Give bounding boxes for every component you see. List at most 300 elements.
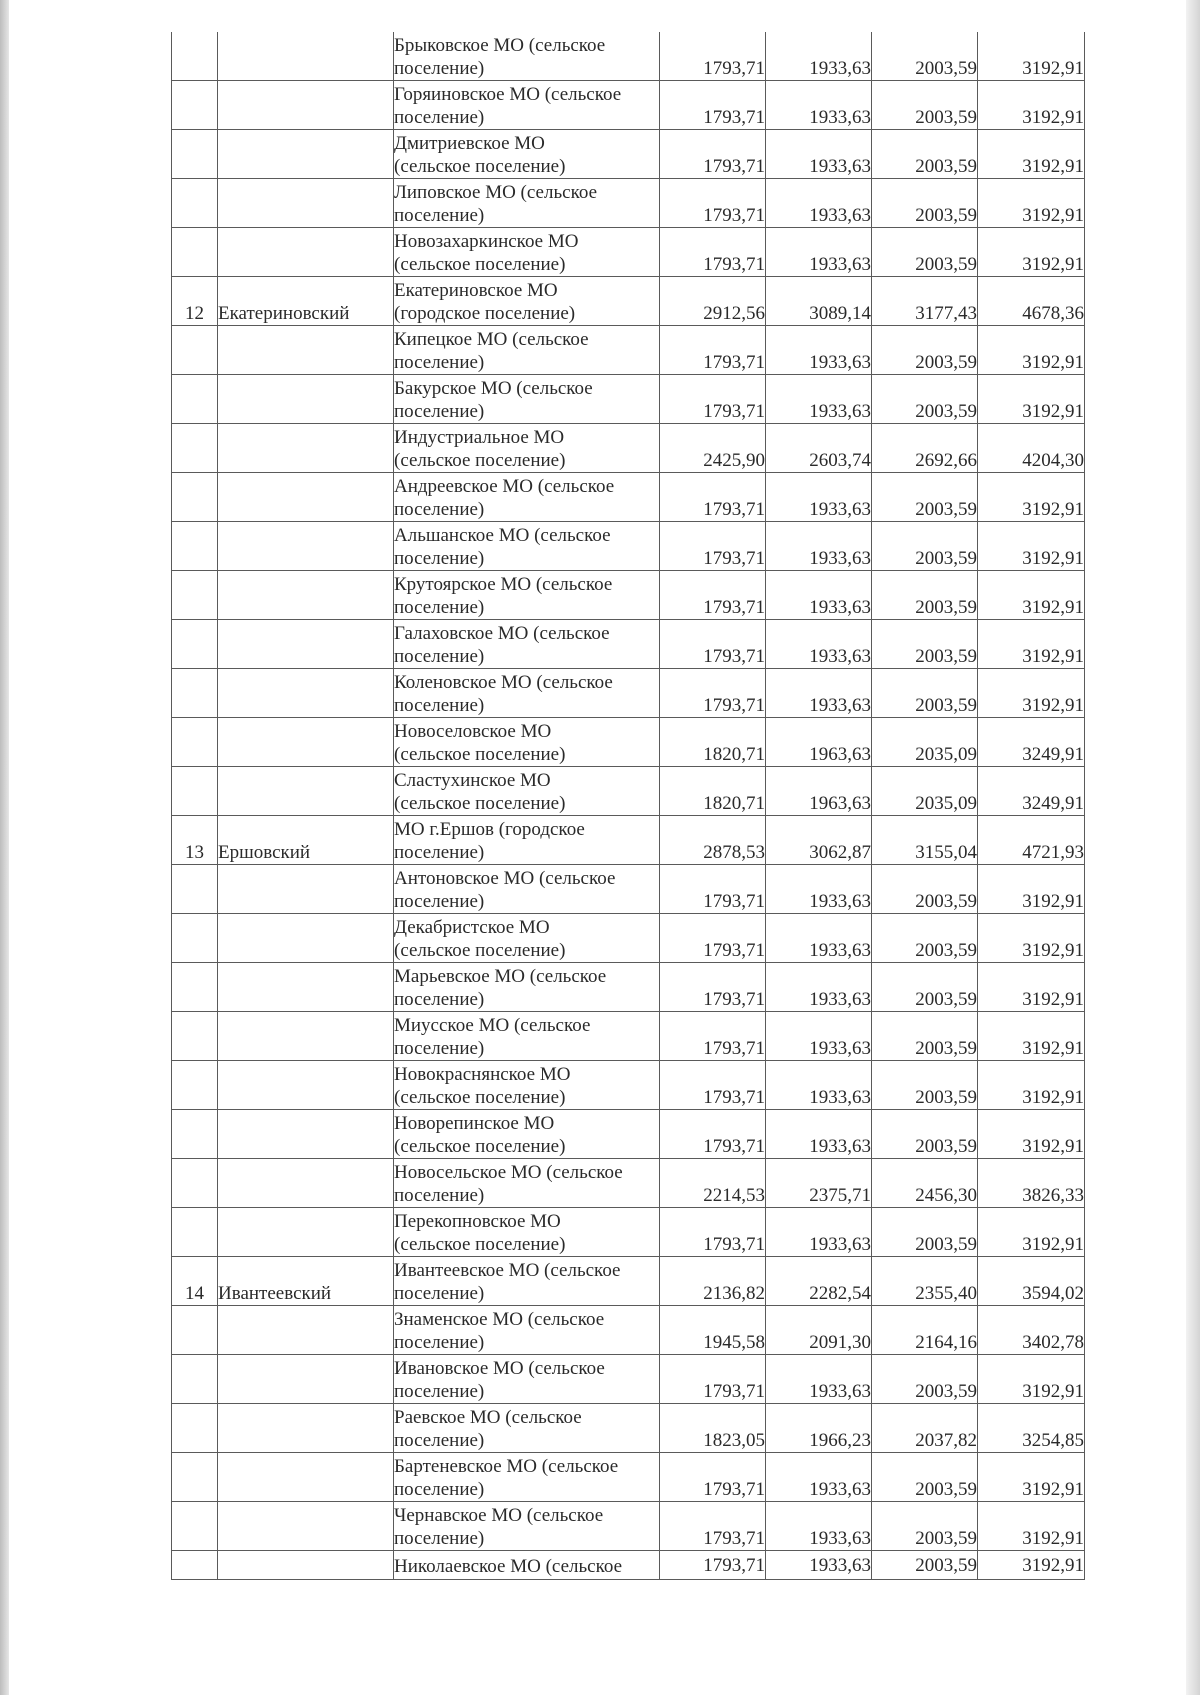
municipality-name-line-2: (сельское поселение) (394, 793, 566, 814)
district-cell (218, 1306, 394, 1355)
value-cell-2: 1933,63 (766, 1551, 872, 1580)
row-number-cell: 13 (172, 816, 218, 865)
municipality-cell (394, 1012, 660, 1061)
value-cell-3: 2003,59 (872, 32, 978, 81)
district-cell (218, 130, 394, 179)
value-cell-3: 2003,59 (872, 179, 978, 228)
district-cell (218, 963, 394, 1012)
municipality-cell (394, 1257, 660, 1306)
municipality-name-line-2: поселение) (394, 1430, 485, 1451)
value-cell-2: 1933,63 (766, 375, 872, 424)
municipality-name-line-2: поселение) (394, 1038, 485, 1059)
municipality-name-line-1: Дмитриевское МО (394, 133, 545, 154)
municipality-name-line-2: (сельское поселение) (394, 744, 566, 765)
municipality-cell (394, 473, 660, 522)
value-cell-2: 2091,30 (766, 1306, 872, 1355)
district-cell (218, 1061, 394, 1110)
value-cell-3: 2003,59 (872, 81, 978, 130)
municipality-name-line-1: Бакурское МО (сельское (394, 378, 593, 399)
row-number-cell (172, 620, 218, 669)
table-row (172, 1110, 1085, 1159)
value-cell-1: 2214,53 (660, 1159, 766, 1208)
municipality-name-line-1: Андреевское МО (сельское (394, 476, 615, 497)
value-cell-2: 1933,63 (766, 81, 872, 130)
row-number-cell (172, 473, 218, 522)
value-cell-3: 2003,59 (872, 1110, 978, 1159)
municipality-name-line-1: Индустриальное МО (394, 427, 565, 448)
scan-edge-left (0, 0, 9, 1695)
value-cell-2: 1933,63 (766, 32, 872, 81)
municipality-name-line-1: Крутоярское МО (сельское (394, 574, 613, 595)
district-cell: Ивантеевский (218, 1257, 394, 1306)
value-cell-3: 2456,30 (872, 1159, 978, 1208)
value-cell-1: 1793,71 (660, 571, 766, 620)
table-row (172, 865, 1085, 914)
value-cell-3: 2003,59 (872, 1502, 978, 1551)
district-cell (218, 424, 394, 473)
row-number-cell (172, 963, 218, 1012)
municipality-name-line-2: поселение) (394, 597, 485, 618)
value-cell-2: 1933,63 (766, 571, 872, 620)
district-cell (218, 1404, 394, 1453)
value-cell-4: 3192,91 (978, 1012, 1085, 1061)
row-number-cell (172, 1208, 218, 1257)
value-cell-3: 3177,43 (872, 277, 978, 326)
municipality-name-line-1: Николаевское МО (сельское (394, 1555, 623, 1577)
row-number-cell (172, 1159, 218, 1208)
municipality-name-line-2: поселение) (394, 1479, 485, 1500)
municipality-name-line-1: Новокраснянское МО (394, 1064, 571, 1085)
municipality-cell (394, 424, 660, 473)
row-number-cell (172, 375, 218, 424)
value-cell-1: 1793,71 (660, 179, 766, 228)
rates-table-body (172, 32, 1085, 1580)
municipality-cell (394, 375, 660, 424)
municipality-name-line-2: (сельское поселение) (394, 450, 566, 471)
municipality-name-line-1: Марьевское МО (сельское (394, 966, 607, 987)
row-number-cell: 14 (172, 1257, 218, 1306)
value-cell-4: 3192,91 (978, 620, 1085, 669)
municipality-name-line-1: Брыковское МО (сельское (394, 35, 606, 56)
value-cell-1: 1823,05 (660, 1404, 766, 1453)
municipality-name-line-2: поселение) (394, 1283, 485, 1304)
value-cell-4: 3192,91 (978, 179, 1085, 228)
municipality-cell (394, 816, 660, 865)
district-cell (218, 1012, 394, 1061)
value-cell-2: 1933,63 (766, 522, 872, 571)
table-row (172, 718, 1085, 767)
value-cell-2: 2282,54 (766, 1257, 872, 1306)
value-cell-2: 2375,71 (766, 1159, 872, 1208)
municipality-name-line-2: поселение) (394, 891, 485, 912)
value-cell-4: 3254,85 (978, 1404, 1085, 1453)
value-cell-2: 1933,63 (766, 963, 872, 1012)
value-cell-1: 1793,71 (660, 1110, 766, 1159)
municipality-name-line-2: (сельское поселение) (394, 1234, 566, 1255)
municipality-name-line-2: поселение) (394, 695, 485, 716)
municipality-name-line-2: поселение) (394, 548, 485, 569)
rates-table (171, 32, 1085, 1580)
row-number-cell (172, 1404, 218, 1453)
district-cell: Ершовский (218, 816, 394, 865)
municipality-name-line-2: поселение) (394, 401, 485, 422)
municipality-cell (394, 571, 660, 620)
municipality-name-line-1: Ивановское МО (сельское (394, 1358, 605, 1379)
municipality-name-line-1: Бартеневское МО (сельское (394, 1456, 619, 1477)
value-cell-3: 2003,59 (872, 1453, 978, 1502)
municipality-cell (394, 1061, 660, 1110)
municipality-name-line-2: (городское поселение) (394, 303, 576, 324)
value-cell-1: 1793,71 (660, 1551, 766, 1580)
value-cell-1: 2912,56 (660, 277, 766, 326)
value-cell-4: 3826,33 (978, 1159, 1085, 1208)
district-cell (218, 1453, 394, 1502)
district-cell (218, 914, 394, 963)
table-row (172, 1208, 1085, 1257)
municipality-name-line-2: (сельское поселение) (394, 254, 566, 275)
row-number-cell (172, 179, 218, 228)
value-cell-4: 3192,91 (978, 1355, 1085, 1404)
value-cell-3: 2003,59 (872, 326, 978, 375)
table-row (172, 179, 1085, 228)
value-cell-1: 1793,71 (660, 914, 766, 963)
value-cell-3: 2003,59 (872, 571, 978, 620)
district-cell (218, 1159, 394, 1208)
value-cell-1: 1793,71 (660, 865, 766, 914)
value-cell-4: 3192,91 (978, 1502, 1085, 1551)
district-cell (218, 1502, 394, 1551)
district-cell (218, 228, 394, 277)
municipality-name-line-2: поселение) (394, 107, 485, 128)
value-cell-2: 1933,63 (766, 669, 872, 718)
value-cell-3: 2003,59 (872, 473, 978, 522)
row-number-cell (172, 1110, 218, 1159)
municipality-cell (394, 326, 660, 375)
district-cell (218, 865, 394, 914)
municipality-cell (394, 767, 660, 816)
value-cell-3: 2003,59 (872, 1012, 978, 1061)
value-cell-2: 1933,63 (766, 1110, 872, 1159)
value-cell-4: 3249,91 (978, 718, 1085, 767)
table-row (172, 1502, 1085, 1551)
district-cell (218, 522, 394, 571)
municipality-cell (394, 32, 660, 81)
value-cell-1: 1793,71 (660, 963, 766, 1012)
municipality-name-line-1: Раевское МО (сельское (394, 1407, 582, 1428)
row-number-cell (172, 669, 218, 718)
value-cell-1: 1793,71 (660, 1355, 766, 1404)
value-cell-4: 3192,91 (978, 1110, 1085, 1159)
row-number-cell (172, 718, 218, 767)
table-row (172, 1453, 1085, 1502)
district-cell (218, 571, 394, 620)
municipality-cell (394, 620, 660, 669)
value-cell-1: 1820,71 (660, 767, 766, 816)
municipality-cell (394, 522, 660, 571)
value-cell-3: 2003,59 (872, 620, 978, 669)
municipality-cell (394, 277, 660, 326)
value-cell-4: 3192,91 (978, 130, 1085, 179)
municipality-name-line-1: Новосельское МО (сельское (394, 1162, 623, 1183)
municipality-cell (394, 865, 660, 914)
municipality-name-line-2: (сельское поселение) (394, 1087, 566, 1108)
municipality-name-line-2: поселение) (394, 842, 485, 863)
table-row (172, 522, 1085, 571)
value-cell-1: 1793,71 (660, 1012, 766, 1061)
table-row (172, 277, 1085, 326)
value-cell-4: 3192,91 (978, 1453, 1085, 1502)
municipality-name-line-2: (сельское поселение) (394, 1136, 566, 1157)
row-number-cell (172, 1012, 218, 1061)
table-row (172, 326, 1085, 375)
value-cell-4: 3192,91 (978, 81, 1085, 130)
value-cell-1: 1793,71 (660, 326, 766, 375)
row-number-cell (172, 81, 218, 130)
table-row (172, 1012, 1085, 1061)
value-cell-3: 2035,09 (872, 767, 978, 816)
value-cell-1: 2878,53 (660, 816, 766, 865)
municipality-name-line-2: поселение) (394, 1185, 485, 1206)
municipality-cell (394, 179, 660, 228)
row-number-cell (172, 1061, 218, 1110)
district-cell (218, 81, 394, 130)
municipality-name-line-2: поселение) (394, 352, 485, 373)
table-row (172, 816, 1085, 865)
district-cell (218, 767, 394, 816)
value-cell-2: 1963,63 (766, 718, 872, 767)
value-cell-2: 3062,87 (766, 816, 872, 865)
value-cell-2: 1933,63 (766, 914, 872, 963)
municipality-name-line-1: Галаховское МО (сельское (394, 623, 610, 644)
value-cell-2: 1933,63 (766, 1453, 872, 1502)
value-cell-4: 3594,02 (978, 1257, 1085, 1306)
value-cell-3: 2003,59 (872, 375, 978, 424)
row-number-cell (172, 32, 218, 81)
value-cell-4: 3192,91 (978, 375, 1085, 424)
row-number-cell (172, 1355, 218, 1404)
municipality-cell (394, 1306, 660, 1355)
row-number-cell (172, 1453, 218, 1502)
value-cell-4: 3192,91 (978, 914, 1085, 963)
district-cell (218, 620, 394, 669)
municipality-name-line-2: поселение) (394, 646, 485, 667)
value-cell-4: 4678,36 (978, 277, 1085, 326)
value-cell-4: 3192,91 (978, 669, 1085, 718)
table-row (172, 767, 1085, 816)
table-row (172, 1404, 1085, 1453)
district-cell (218, 375, 394, 424)
district-cell (218, 1355, 394, 1404)
municipality-name-line-1: Новорепинское МО (394, 1113, 555, 1134)
row-number-cell (172, 767, 218, 816)
municipality-cell (394, 1355, 660, 1404)
municipality-name-line-1: Альшанское МО (сельское (394, 525, 611, 546)
row-number-cell (172, 522, 218, 571)
municipality-cell (394, 718, 660, 767)
value-cell-2: 1933,63 (766, 620, 872, 669)
value-cell-1: 1820,71 (660, 718, 766, 767)
value-cell-1: 1793,71 (660, 669, 766, 718)
value-cell-2: 1966,23 (766, 1404, 872, 1453)
table-row-partial (172, 1551, 1085, 1580)
value-cell-2: 1933,63 (766, 1012, 872, 1061)
value-cell-4: 3192,91 (978, 522, 1085, 571)
value-cell-4: 3192,91 (978, 1551, 1085, 1580)
municipality-cell (394, 1453, 660, 1502)
table-row (172, 620, 1085, 669)
municipality-cell (394, 1208, 660, 1257)
table-row (172, 1306, 1085, 1355)
municipality-cell (394, 1404, 660, 1453)
municipality-cell (394, 81, 660, 130)
district-cell (218, 718, 394, 767)
table-row (172, 424, 1085, 473)
value-cell-4: 3192,91 (978, 32, 1085, 81)
value-cell-3: 2003,59 (872, 130, 978, 179)
municipality-name-line-1: Липовское МО (сельское (394, 182, 597, 203)
row-number-cell (172, 914, 218, 963)
municipality-cell (394, 228, 660, 277)
district-cell (218, 473, 394, 522)
municipality-cell (394, 1110, 660, 1159)
value-cell-3: 2003,59 (872, 963, 978, 1012)
municipality-name-line-1: Миусское МО (сельское (394, 1015, 591, 1036)
value-cell-1: 2425,90 (660, 424, 766, 473)
value-cell-3: 2035,09 (872, 718, 978, 767)
value-cell-4: 3192,91 (978, 228, 1085, 277)
row-number-cell (172, 1306, 218, 1355)
value-cell-3: 2164,16 (872, 1306, 978, 1355)
district-cell (218, 179, 394, 228)
value-cell-3: 2355,40 (872, 1257, 978, 1306)
value-cell-4: 3249,91 (978, 767, 1085, 816)
value-cell-3: 2003,59 (872, 1208, 978, 1257)
table-row (172, 32, 1085, 81)
value-cell-2: 1963,63 (766, 767, 872, 816)
value-cell-3: 2003,59 (872, 228, 978, 277)
municipality-name-line-1: Сластухинское МО (394, 770, 551, 791)
table-row (172, 473, 1085, 522)
value-cell-1: 1945,58 (660, 1306, 766, 1355)
table-row (172, 130, 1085, 179)
value-cell-2: 1933,63 (766, 1208, 872, 1257)
value-cell-4: 3192,91 (978, 326, 1085, 375)
municipality-cell (394, 1159, 660, 1208)
municipality-name-line-1: Ивантеевское МО (сельское (394, 1260, 621, 1281)
value-cell-4: 4721,93 (978, 816, 1085, 865)
value-cell-1: 1793,71 (660, 375, 766, 424)
municipality-name-line-1: Кипецкое МО (сельское (394, 329, 589, 350)
table-row (172, 1159, 1085, 1208)
value-cell-3: 2037,82 (872, 1404, 978, 1453)
value-cell-2: 1933,63 (766, 179, 872, 228)
table-row (172, 669, 1085, 718)
municipality-name-line-1: Перекопновское МО (394, 1211, 561, 1232)
value-cell-1: 2136,82 (660, 1257, 766, 1306)
value-cell-1: 1793,71 (660, 32, 766, 81)
table-row (172, 228, 1085, 277)
district-cell: Екатериновский (218, 277, 394, 326)
municipality-name-line-2: поселение) (394, 1528, 485, 1549)
municipality-name-line-1: Екатериновское МО (394, 280, 558, 301)
municipality-name-line-1: Декабристское МО (394, 917, 550, 938)
value-cell-2: 1933,63 (766, 130, 872, 179)
value-cell-3: 2003,59 (872, 865, 978, 914)
municipality-cell (394, 130, 660, 179)
value-cell-2: 1933,63 (766, 1355, 872, 1404)
value-cell-1: 1793,71 (660, 1208, 766, 1257)
value-cell-2: 1933,63 (766, 228, 872, 277)
row-number-cell: 12 (172, 277, 218, 326)
municipality-cell (394, 914, 660, 963)
table-row (172, 571, 1085, 620)
value-cell-4: 3192,91 (978, 571, 1085, 620)
value-cell-4: 3192,91 (978, 1208, 1085, 1257)
value-cell-2: 1933,63 (766, 326, 872, 375)
value-cell-3: 2003,59 (872, 1061, 978, 1110)
district-cell (218, 326, 394, 375)
value-cell-2: 3089,14 (766, 277, 872, 326)
municipality-name-line-1: Знаменское МО (сельское (394, 1309, 605, 1330)
table-row (172, 1257, 1085, 1306)
value-cell-1: 1793,71 (660, 620, 766, 669)
value-cell-4: 3192,91 (978, 865, 1085, 914)
value-cell-4: 3192,91 (978, 963, 1085, 1012)
municipality-cell (394, 963, 660, 1012)
scan-edge-right (1186, 0, 1200, 1695)
row-number-cell (172, 228, 218, 277)
table-row (172, 963, 1085, 1012)
value-cell-3: 2692,66 (872, 424, 978, 473)
district-cell (218, 1551, 394, 1580)
municipality-name-line-1: Новоселовское МО (394, 721, 552, 742)
value-cell-1: 1793,71 (660, 1453, 766, 1502)
row-number-cell (172, 571, 218, 620)
value-cell-2: 2603,74 (766, 424, 872, 473)
municipality-name-line-2: поселение) (394, 499, 485, 520)
row-number-cell (172, 130, 218, 179)
table-row (172, 81, 1085, 130)
municipality-name-line-2: (сельское поселение) (394, 940, 566, 961)
value-cell-2: 1933,63 (766, 473, 872, 522)
municipality-cell (394, 1502, 660, 1551)
row-number-cell (172, 1502, 218, 1551)
row-number-cell (172, 865, 218, 914)
value-cell-2: 1933,63 (766, 865, 872, 914)
value-cell-1: 1793,71 (660, 81, 766, 130)
municipality-name-line-1: Антоновское МО (сельское (394, 868, 616, 889)
municipality-name-line-1: Горяиновское МО (сельское (394, 84, 622, 105)
value-cell-3: 2003,59 (872, 914, 978, 963)
municipality-name-line-2: поселение) (394, 1381, 485, 1402)
value-cell-4: 3402,78 (978, 1306, 1085, 1355)
row-number-cell (172, 424, 218, 473)
municipality-cell (394, 1551, 660, 1580)
value-cell-3: 3155,04 (872, 816, 978, 865)
table-row (172, 914, 1085, 963)
district-cell (218, 669, 394, 718)
value-cell-1: 1793,71 (660, 1502, 766, 1551)
municipality-name-line-1: Новозахаркинское МО (394, 231, 579, 252)
municipality-name-line-2: поселение) (394, 989, 485, 1010)
municipality-name-line-2: поселение) (394, 1332, 485, 1353)
municipality-name-line-2: поселение) (394, 58, 485, 79)
row-number-cell (172, 1551, 218, 1580)
value-cell-4: 3192,91 (978, 1061, 1085, 1110)
municipality-name-line-1: Коленовское МО (сельское (394, 672, 613, 693)
municipality-cell (394, 669, 660, 718)
table-row (172, 1355, 1085, 1404)
